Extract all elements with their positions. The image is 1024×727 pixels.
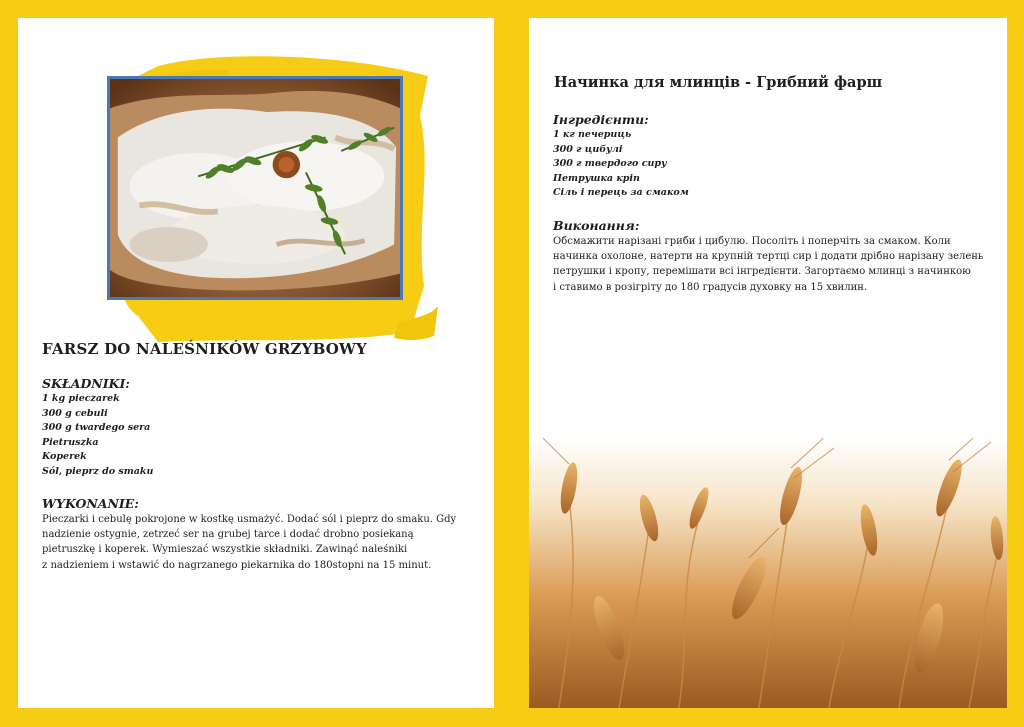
ukrainian-recipe-page: [529, 18, 1007, 708]
ingredients-heading-ukrainian: Інгредієнти:: [553, 112, 649, 127]
ingredients-heading-polish: SKŁADNIKI:: [42, 376, 130, 391]
ingredient-item: 300 g twardego sera: [42, 422, 151, 434]
ingredient-item: Sól, pieprz do smaku: [42, 465, 154, 477]
ingredient-item: 1 кг печериць: [553, 129, 632, 140]
polish-recipe-page: [18, 18, 494, 708]
method-heading-ukrainian: Виконання:: [553, 218, 640, 233]
ingredient-list-polish: [42, 392, 153, 480]
method-line: nadzienie ostygnie, zetrzeć ser na grubej tarce i dodać drobno posiekaną: [42, 529, 414, 541]
ingredient-item: 300 г цибулі: [553, 143, 623, 155]
ingredient-list-ukrainian: [553, 128, 689, 201]
ingredient-item: Сіль і перець за смаком: [553, 187, 689, 199]
ingredient-item: 300 g cebuli: [42, 407, 108, 419]
method-line: начинка охолоне, натерти на крупній тертці сир і додати дрібно нарізану зелень: [553, 251, 984, 263]
ingredient-item: 1 kg pieczarek: [42, 393, 120, 404]
method-line: pietruszkę i koperek. Wymieszać wszystkie składniki. Zawinąć naleśniki: [42, 544, 408, 556]
method-text-polish: [42, 512, 482, 573]
recipe-title-ukrainian: Начинка для млинців - Грибний фарш: [554, 74, 883, 91]
recipe-title-polish: FARSZ DO NALEŚNIKÓW GRZYBOWY: [42, 340, 367, 358]
method-line: і ставимо в розігріту до 180 градусів духовку на 15 хвилин.: [553, 281, 868, 293]
method-line: Pieczarki i cebulę pokrojone w kostkę usmażyć. Dodać sól i pieprz do smaku. Gdy: [42, 514, 457, 525]
ingredient-item: Петрушка крiп: [553, 172, 640, 184]
dish-photo: [107, 76, 403, 300]
wheat-field-photo: [529, 438, 1007, 708]
method-line: Обсмажити нарізані гриби і цибулю. Посоліть і поперчіть за смаком. Коли: [553, 236, 951, 247]
method-heading-polish: WYKONANIE:: [42, 496, 139, 511]
method-text-ukrainian: [553, 234, 993, 295]
ingredient-item: 300 г твердого сиру: [553, 158, 667, 170]
method-line: петрушки і кропу, перемішати всі інгредієнти. Загортаємо млинці з начинкою: [553, 266, 971, 278]
ingredient-item: Pietruszka: [42, 436, 99, 448]
method-line: z nadzieniem i wstawić do nagrzanego piekarnika do 180stopni na 15 minut.: [42, 559, 432, 571]
ingredient-item: Koperek: [42, 451, 87, 463]
